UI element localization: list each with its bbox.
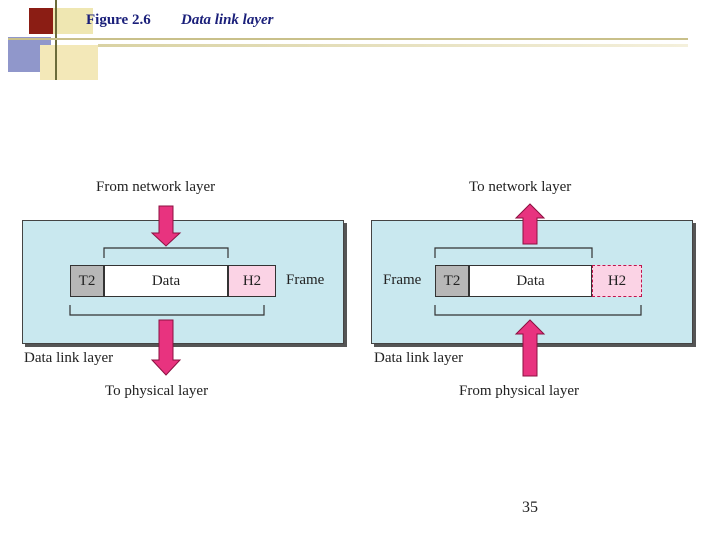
receiver-data-cell: Data bbox=[469, 265, 592, 297]
receiver-bottom-label: From physical layer bbox=[459, 383, 579, 399]
receiver-arrow-up-physical bbox=[516, 320, 544, 376]
sender-top-bracket bbox=[104, 248, 228, 258]
sender-arrow-in bbox=[152, 206, 180, 246]
receiver-header-cell: H2 bbox=[592, 265, 642, 297]
figure-label: Figure 2.6 bbox=[86, 12, 151, 28]
receiver-top-label: To network layer bbox=[469, 179, 572, 195]
sender-bottom-label: To physical layer bbox=[105, 383, 209, 399]
receiver-frame-label: Frame bbox=[383, 272, 422, 288]
sender-top-label: From network layer bbox=[96, 179, 216, 195]
receiver-arrow-up-network bbox=[516, 204, 544, 244]
receiver-top-bracket bbox=[435, 248, 592, 258]
receiver-layer-label: Data link layer bbox=[374, 350, 464, 366]
sender-trailer-cell: T2 bbox=[70, 265, 104, 297]
sender-bottom-bracket bbox=[70, 305, 264, 315]
receiver-bottom-bracket bbox=[435, 305, 641, 315]
sender-arrow-out bbox=[152, 320, 180, 375]
page-number: 35 bbox=[522, 499, 538, 516]
sender-data-cell: Data bbox=[104, 265, 228, 297]
sender-header-cell: H2 bbox=[228, 265, 276, 297]
sender-frame-label: Frame bbox=[286, 272, 325, 288]
sender-layer-label: Data link layer bbox=[24, 350, 114, 366]
receiver-trailer-cell: T2 bbox=[435, 265, 469, 297]
figure-title: Data link layer bbox=[181, 12, 274, 28]
